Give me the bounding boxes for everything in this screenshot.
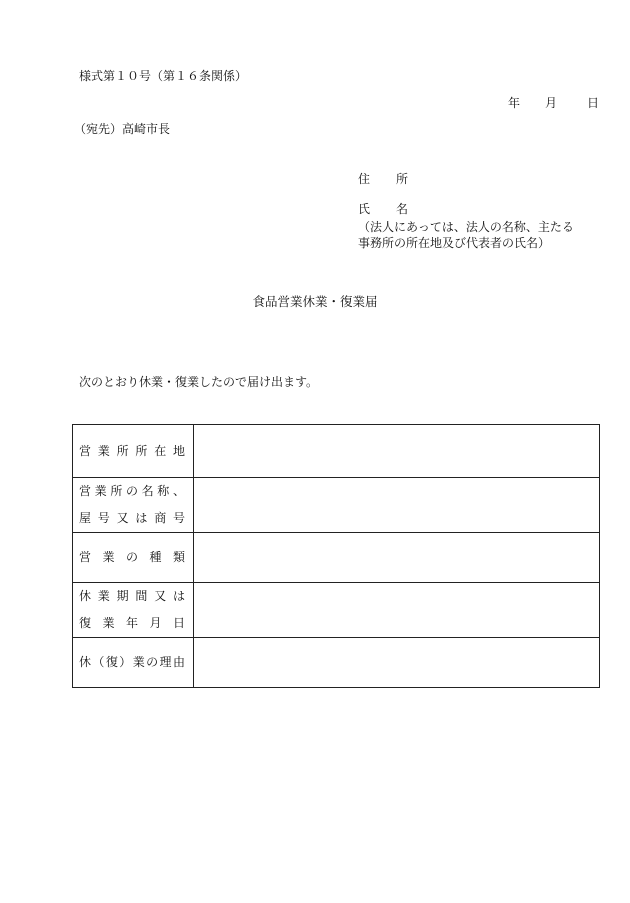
row-label-char: 在 [154, 443, 167, 458]
row-label-char: 月 [149, 616, 162, 630]
row-label-char: 業 [102, 616, 115, 630]
row-label-char: 所 [135, 443, 148, 458]
row-label-char: 所 [110, 484, 123, 498]
row-value-field[interactable] [194, 425, 600, 478]
row-label-char: 理 [159, 655, 172, 669]
addressee: （宛先）高崎市長 [74, 122, 171, 136]
row-label-char: 、 [172, 484, 185, 498]
row-label-char: 号 [172, 511, 185, 525]
row-label-char: 期 [116, 589, 129, 603]
name-label-char-1: 氏 [358, 202, 371, 216]
row-label-line [73, 544, 193, 571]
row-label-char: 業 [94, 484, 107, 498]
table-row [73, 638, 600, 688]
row-label-char: 又 [154, 589, 167, 603]
address-label-char-1: 住 [358, 172, 371, 186]
row-label-char: 営 [79, 443, 92, 458]
row-label-char: の [125, 484, 138, 498]
row-label-char: 又 [116, 511, 129, 525]
row-value-field[interactable] [194, 638, 600, 688]
row-label-cell [73, 425, 194, 478]
row-label-char: 屋 [79, 511, 92, 525]
row-label-char: 間 [135, 589, 148, 603]
notification-table [72, 424, 600, 688]
row-label-char: 地 [172, 443, 185, 458]
row-label-char: ） [119, 655, 132, 669]
table-row [73, 533, 600, 583]
row-label-char: 業 [102, 550, 115, 564]
intro-text: 次のとおり休業・復業したので届け出ます。 [79, 375, 319, 389]
row-label-char: 休 [79, 655, 92, 669]
name-note [358, 219, 574, 251]
table-row [73, 425, 600, 478]
form-number: 様式第１０号（第１６条関係） [79, 69, 248, 83]
document-title: 食品営業休業・復業届 [252, 294, 378, 309]
name-note-line-2: 事務所の所在地及び代表者の氏名） [358, 236, 551, 250]
row-label-line [73, 583, 193, 610]
row-label-line [73, 478, 193, 505]
row-value-field[interactable] [194, 533, 600, 583]
row-label-char: 所 [116, 443, 129, 458]
address-label-char-2: 所 [396, 172, 409, 186]
row-label-char: （ [92, 655, 105, 669]
date-day-label: 日 [587, 96, 600, 110]
row-label-cell [73, 533, 194, 583]
row-label-char: の [146, 655, 159, 669]
row-label-char: は [135, 511, 148, 525]
row-label-char: 業 [132, 655, 145, 669]
row-label-char: 種 [149, 550, 162, 564]
date-month-label: 月 [545, 96, 558, 110]
row-label-char: 号 [97, 511, 110, 525]
row-label-char: 商 [154, 511, 167, 525]
row-label-line [73, 649, 193, 676]
date-year-label: 年 [508, 96, 521, 110]
table-row [73, 583, 600, 638]
row-label-line [73, 438, 193, 465]
row-value-field[interactable] [194, 478, 600, 533]
row-label-line [73, 505, 193, 532]
name-label [358, 203, 408, 215]
row-label-char: 年 [125, 616, 138, 630]
name-note-line-1: （法人にあっては、法人の名称、主たる [358, 220, 574, 234]
row-label-char: 称 [157, 484, 170, 498]
row-label-char: 由 [172, 655, 185, 669]
row-label-char: 復 [105, 655, 118, 669]
row-value-field[interactable] [194, 583, 600, 638]
row-label-char: 類 [172, 550, 185, 564]
table-row [73, 478, 600, 533]
row-label-char: は [172, 589, 185, 603]
row-label-char: 名 [141, 484, 154, 498]
row-label-char: 復 [79, 616, 92, 630]
row-label-char: 営 [79, 484, 92, 498]
name-label-char-2: 名 [396, 202, 409, 216]
row-label-char: 休 [79, 589, 92, 603]
row-label-char: 日 [172, 616, 185, 630]
row-label-cell [73, 583, 194, 638]
row-label-cell [73, 638, 194, 688]
row-label-char: の [125, 550, 138, 564]
row-label-cell [73, 478, 194, 533]
address-label [358, 173, 408, 185]
row-label-char: 業 [97, 589, 110, 603]
row-label-line [73, 610, 193, 637]
row-label-char: 営 [79, 550, 92, 564]
row-label-char: 業 [97, 443, 110, 458]
